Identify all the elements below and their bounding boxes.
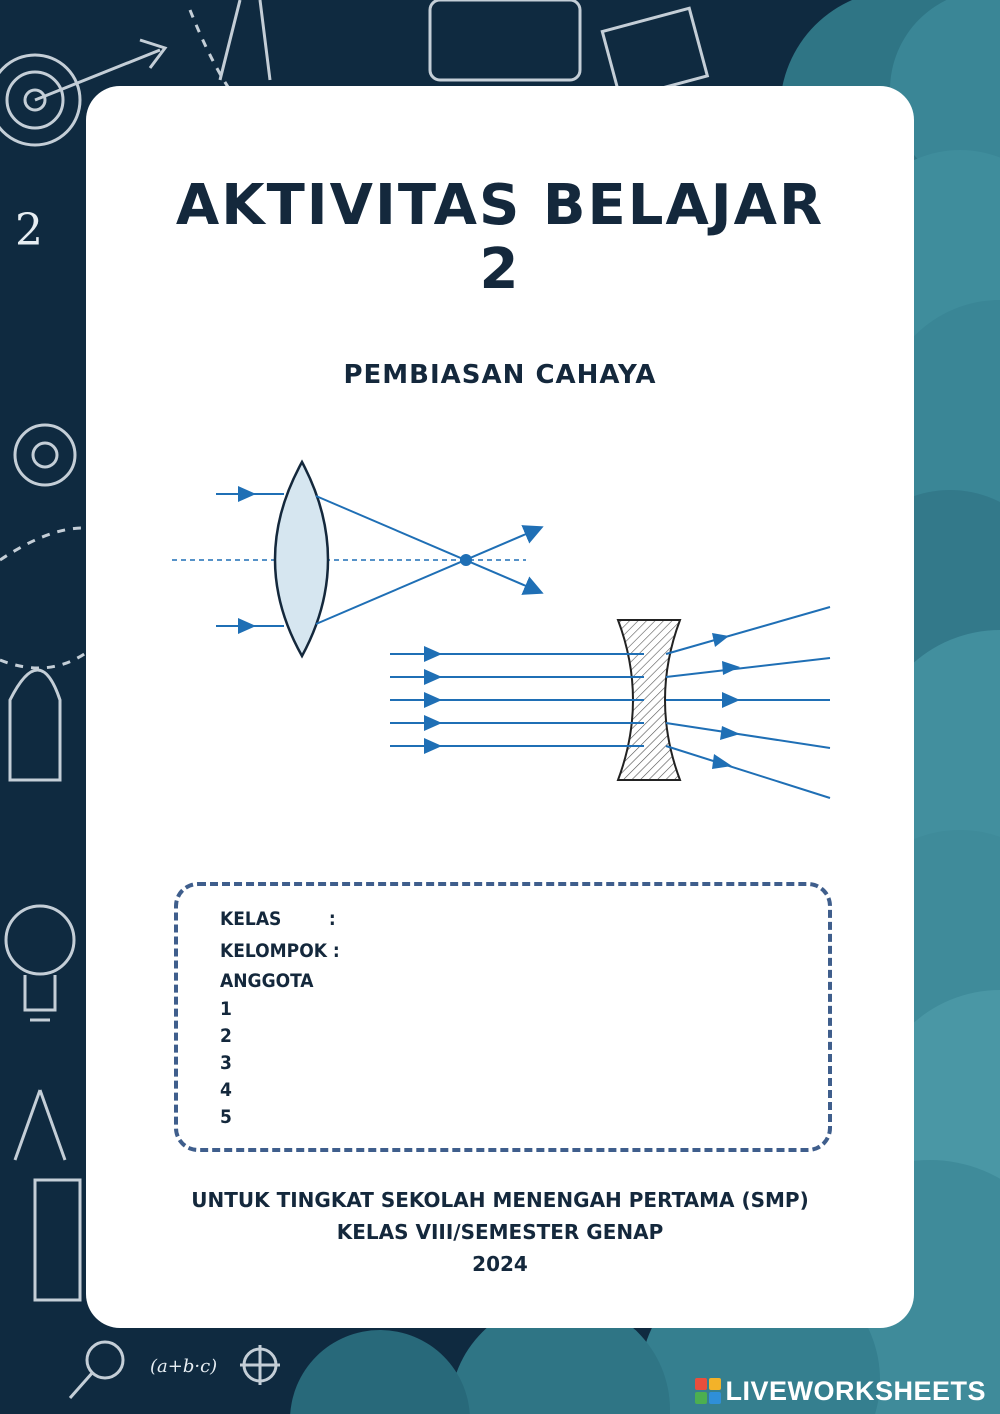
lens-refraction-diagram	[166, 456, 846, 816]
member-number: 3	[220, 1052, 232, 1074]
member-number: 5	[220, 1106, 232, 1128]
ray-out-top	[316, 496, 540, 592]
focal-point	[460, 554, 472, 566]
title-line-2: 2	[479, 237, 521, 302]
ray-out-bottom	[316, 528, 540, 624]
ray-arrow	[238, 618, 256, 634]
page-title	[86, 174, 914, 302]
member-number: 4	[220, 1079, 232, 1101]
footer-line-3: 2024	[472, 1252, 528, 1276]
liveworksheets-brand[interactable]	[695, 1374, 986, 1408]
anggota-field-label: ANGGOTA	[220, 970, 314, 992]
kelas-field-label: KELAS :	[220, 908, 336, 930]
worksheet-card	[86, 86, 914, 1328]
brand-text: LIVEWORKSHEETS	[725, 1375, 986, 1406]
ray-arrow	[238, 486, 256, 502]
title-line-1: AKTIVITAS BELAJAR	[175, 173, 825, 238]
identity-form-box	[174, 882, 832, 1152]
convex-lens-group	[172, 462, 540, 656]
liveworksheets-logo-icon	[695, 1378, 721, 1404]
concave-lens-group	[390, 607, 830, 798]
member-number: 2	[220, 1025, 232, 1047]
member-number: 1	[220, 998, 232, 1020]
diverging-rays	[666, 607, 830, 798]
page-subtitle: PEMBIASAN CAHAYA	[343, 360, 657, 390]
incoming-ray-arrows	[424, 646, 442, 754]
doodle-number: 2	[15, 205, 43, 256]
kelompok-field-label: KELOMPOK :	[220, 940, 340, 962]
footer-line-2: KELAS VIII/SEMESTER GENAP	[336, 1220, 664, 1244]
doodle-formula: (a+b·c)	[150, 1356, 218, 1377]
footer-line-1: UNTUK TINGKAT SEKOLAH MENENGAH PERTAMA (SMP)	[191, 1188, 809, 1212]
